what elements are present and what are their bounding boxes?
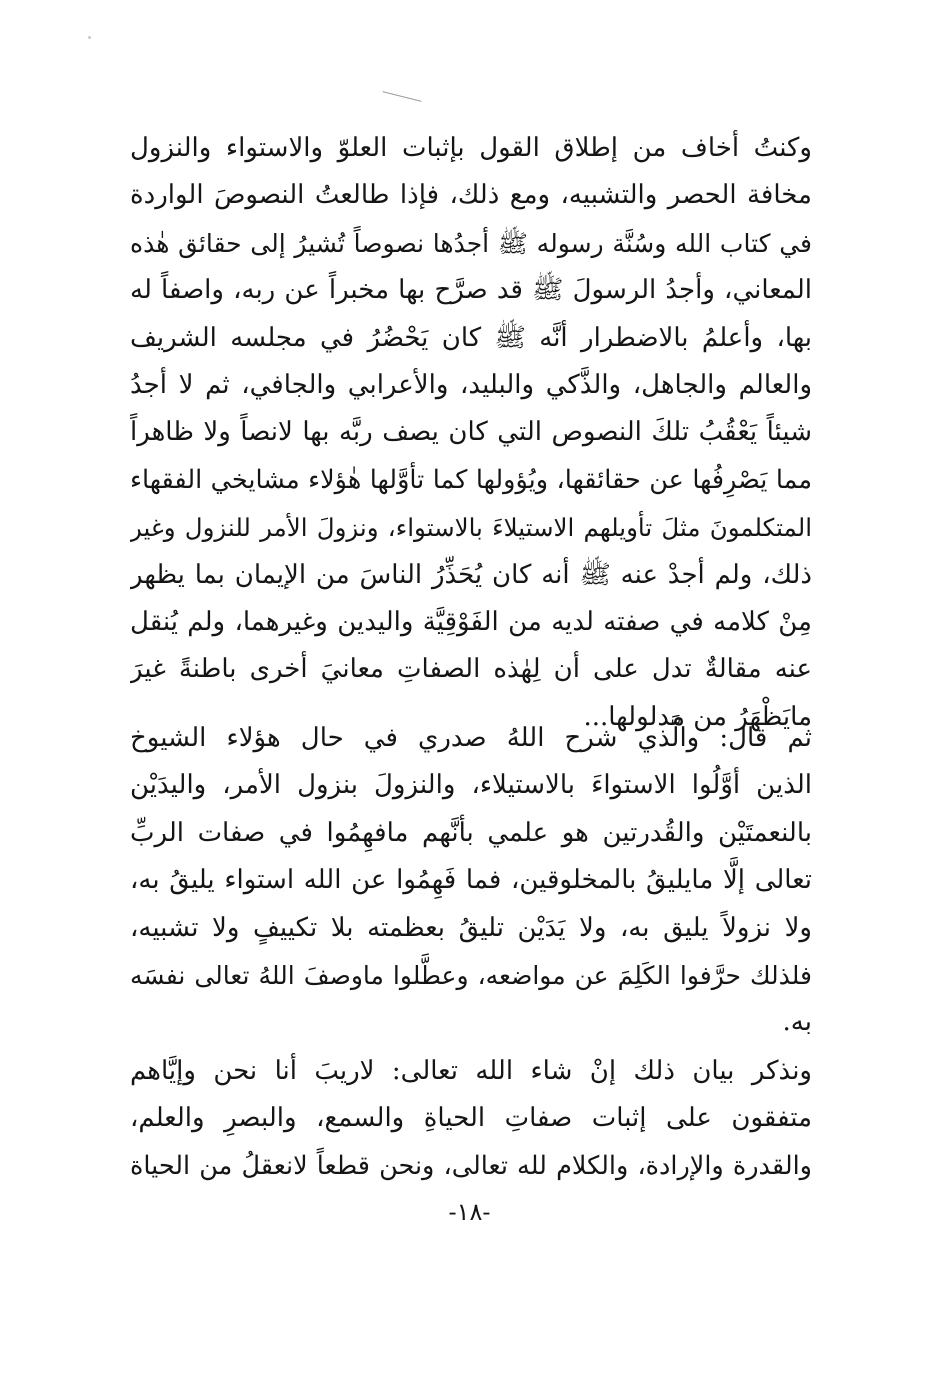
scan-mark [382, 91, 421, 102]
text-line: وكنتُ أخاف من إطلاق القول بإثبات العلوّ والاستواء والنزول [130, 133, 812, 163]
text-line: المعاني، وأجدُ الرسولَ ﷺ قد صرَّح بها مخبراً عن ربه، واصفاً له [130, 275, 812, 306]
paragraph-3 [130, 1048, 812, 1190]
text-line: بالنعمتَيْن والقُدرتين هو علمي بأنَّهم مافهِمُوا في صفات الربِّ [130, 817, 812, 848]
text-line: متفقون على إثبات صفاتِ الحياةِ والسمع، والبصرِ والعلم، [130, 1103, 812, 1134]
text-line: مخافة الحصر والتشبيه، ومع ذلك، فإذا طالعتُ النصوصَ الواردة [130, 180, 812, 211]
text-line: والقدرة والإرادة، والكلام لله تعالى، ونحن قطعاً لانعقلُ من الحياة [130, 1150, 812, 1181]
paragraph-1 [130, 125, 812, 741]
text-line: بها، وأعلمُ بالاضطرار أنَّه ﷺ كان يَحْضُرُ في مجلسه الشريف [130, 322, 812, 353]
text-line: فلذلك حرَّفوا الكَلِمَ عن مواضعه، وعطَّلوا ماوصفَ اللهُ تعالى نفسَه [130, 960, 812, 990]
text-line: ولا نزولاً يليق به، ولا يَدَيْن تليقُ بعظمته بلا تكييفٍ ولا تشبيه، [130, 912, 812, 943]
text-line: شيئاً يَعْقُبُ تلكَ النصوص التي كان يصف ربَّه بها لانصاً ولا ظاهراً [130, 417, 812, 448]
text-line: ذلك، ولم أجدْ عنه ﷺ أنه كان يُحَذِّرُ الناسَ من الإيمان بما يظهر [130, 559, 812, 590]
page-number: -١٨- [448, 1198, 491, 1226]
text-line: والعالم والجاهل، والذَّكي والبليد، والأعرابي والجافي، ثم لا أجدُ [130, 369, 812, 400]
text-line: ونذكر بيان ذلك إنْ شاء الله تعالى: لاريبَ أنا نحن وإيَّاهم [130, 1056, 812, 1086]
text-line: مِنْ كلامه في صفته لديه من الفَوْقِيَّة واليدين وغيرهما، ولم يُنقل [130, 606, 812, 637]
text-line: ثم قال: والَّذي شرح اللهُ صدري في حال هؤلاء الشيوخ [130, 723, 812, 753]
text-line: في كتاب الله وسُنَّة رسوله ﷺ أجدُها نصوصاً تُشيرُ إلى حقائق هٰذه [130, 228, 812, 258]
text-line: مما يَصْرِفُها عن حقائقها، ويُؤولها كما تأوَّلها هٰؤلاء مشايخي الفقهاء [130, 464, 812, 495]
text-line: المتكلمونَ مثلَ تأويلهم الاستيلاءَ بالاستواء، ونزولَ الأمر للنزول وغير [130, 513, 812, 543]
paragraph-2 [130, 715, 812, 1047]
scan-speck [88, 36, 91, 39]
text-line: تعالى إلَّا مايليقُ بالمخلوقين، فما فَهِمُوا عن الله استواء يليقُ به، [130, 865, 812, 896]
text-line: مايَظْهَرُ من مدلولها... [583, 701, 812, 732]
text-line: الذين أوَّلُوا الاستواءَ بالاستيلاء، والنزولَ بنزول الأمر، واليدَيْن [130, 770, 812, 801]
text-line: به. [782, 1007, 812, 1038]
text-line: عنه مقالةٌ تدل على أن لِهٰذه الصفاتِ معانيَ أخرى باطنةً غيرَ [130, 654, 812, 685]
